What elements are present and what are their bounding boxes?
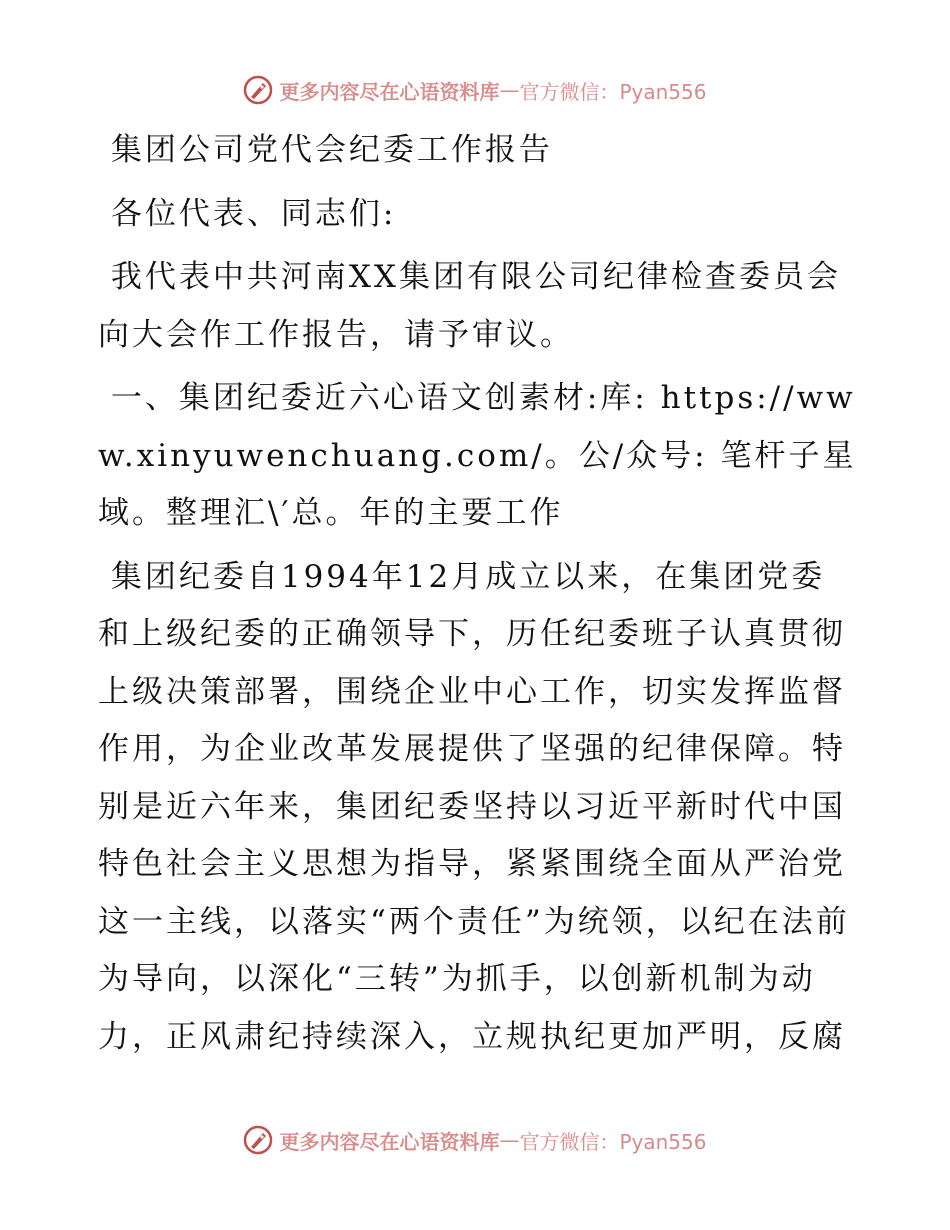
pen-nib-logo-icon — [243, 1125, 273, 1155]
section-heading: 一、集团纪委近六心语文创素材:库: https://www.xinyuwenchuang.com/。公/众号: 笔杆子星域。整理汇\′总。年的主要工作 — [98, 380, 857, 531]
footer-banner — [0, 1120, 950, 1160]
banner-sub-text: 官方微信：Pyan556 — [519, 79, 707, 104]
banner-main-text: 更多内容尽在心语资料库 — [279, 1129, 500, 1154]
banner-dash: — — [499, 1128, 520, 1152]
pen-nib-logo-icon — [243, 75, 273, 105]
banner-dash: — — [499, 78, 520, 102]
banner-sub-text: 官方微信：Pyan556 — [519, 1129, 707, 1154]
body-paragraph: 集团纪委自1994年12月成立以来，在集团党委和上级纪委的正确领导下，历任纪委班子认真贯彻上级决策部署，围绕企业中心工作，切实发挥监督作用，为企业改革发展提供了坚强的纪律保障。特别是近六年来，集团纪委坚持以习近平新时代中国特色社会主义思想为指导，紧紧围绕全面从严治党这一主线，以落实“两个责任”为统领，以纪在法前为导向，以深化“三转”为抓手，以创新机制为动力，正风肃纪持续深入，立规执纪更加严明，反腐 — [98, 558, 850, 1055]
document-title: 集团公司党代会纪委工作报告 — [98, 132, 553, 168]
banner-main-text: 更多内容尽在心语资料库 — [279, 79, 500, 104]
header-banner — [0, 70, 950, 110]
document-body — [98, 122, 858, 1066]
salutation: 各位代表、同志们: — [98, 195, 397, 232]
intro-paragraph: 我代表中共河南XX集团有限公司纪律检查委员会向大会作工作报告，请予审议。 — [98, 259, 841, 353]
